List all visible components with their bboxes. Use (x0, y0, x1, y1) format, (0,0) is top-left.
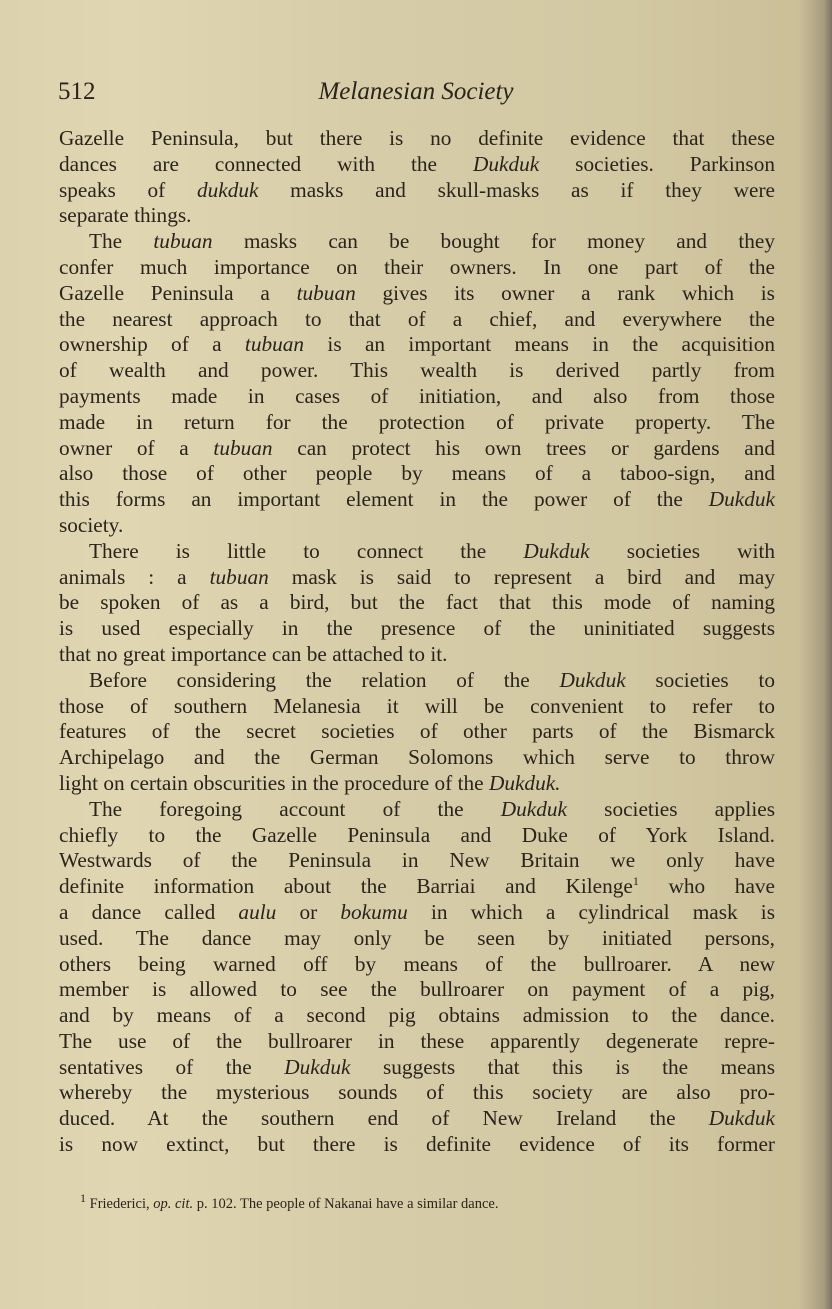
text-segment: is used especially in the presence of the uninitiated suggests (59, 616, 775, 641)
text-segment: features of the secret societies of other parts of the Bismarck (59, 719, 775, 744)
italic-term: Dukduk (523, 538, 590, 563)
italic-term: dukduk (196, 177, 259, 202)
italic-term: tubuan (153, 229, 213, 254)
text-line (59, 178, 775, 204)
text-segment: made in return for the protection of private property. The (59, 409, 775, 434)
text-segment: Before considering the relation of the (89, 667, 560, 692)
text-segment: of wealth and power. This wealth is derived partly from (59, 358, 775, 383)
text-segment: masks can be bought for money and they (212, 229, 775, 254)
text-segment: speaks of (59, 177, 197, 202)
running-header (58, 78, 774, 112)
text-segment: a dance called (59, 899, 239, 924)
text-line (59, 203, 775, 229)
footnote (80, 1191, 780, 1213)
text-line (59, 745, 775, 771)
text-segment: Westwards of the Peninsula in New Britain we only have (59, 848, 775, 873)
text-segment: The foregoing account of the (89, 796, 501, 821)
footnote-reference: 1 (632, 874, 639, 889)
text-segment: societies to (625, 667, 776, 692)
text-line (59, 1080, 775, 1106)
text-segment: that no great importance can be attached to it. (59, 641, 448, 666)
text-segment: definite information about the Barriai and Kilenge (59, 874, 633, 899)
footnote-author: Friederici, (89, 1196, 154, 1212)
text-line (59, 823, 775, 849)
text-line (59, 307, 775, 333)
text-segment: or (276, 899, 341, 924)
footnote-marker: 1 (80, 1191, 86, 1206)
text-segment: is an important means in the acquisition (304, 332, 775, 357)
text-segment: The use of the bullroarer in these apparently degenerate repre- (59, 1028, 775, 1053)
italic-term: tubuan (296, 280, 356, 305)
text-segment: can protect his own trees or gardens and (272, 435, 775, 460)
text-line (59, 719, 775, 745)
italic-term: Dukduk (472, 151, 540, 176)
text-line (59, 1055, 775, 1081)
text-line (59, 565, 775, 591)
text-segment: Gazelle Peninsula a (59, 280, 297, 305)
text-segment: The (89, 229, 154, 254)
text-segment: this forms an important element in the power of the (59, 487, 709, 512)
text-segment: the nearest approach to that of a chief, and everywhere the (59, 306, 775, 331)
body-text (59, 126, 775, 1158)
text-segment: gives its owner a rank which is (355, 280, 775, 305)
text-line (59, 1003, 775, 1029)
page-number: 512 (58, 78, 96, 105)
text-line (59, 332, 775, 358)
footnote-ref: op. cit. (153, 1196, 194, 1212)
text-segment: suggests that this is the means (350, 1054, 775, 1079)
text-line (59, 126, 775, 152)
text-line (59, 977, 775, 1003)
text-segment: duced. At the southern end of New Ireland the (59, 1106, 709, 1131)
text-segment: animals : a (59, 564, 210, 589)
italic-term: Dukduk (708, 487, 775, 512)
text-line (59, 152, 775, 178)
text-segment: is now extinct, but there is definite evidence of its former (59, 1132, 775, 1157)
text-segment: who have (638, 874, 775, 899)
text-line (59, 900, 775, 926)
text-line (59, 668, 775, 694)
text-segment: chiefly to the Gazelle Peninsula and Duke of York Island. (59, 822, 775, 847)
text-line (59, 229, 775, 255)
text-line (59, 461, 775, 487)
text-segment: in which a cylindrical mask is (407, 899, 776, 924)
italic-term: aulu (238, 899, 277, 924)
text-segment: mask is said to represent a bird and may (268, 564, 775, 589)
text-line (59, 694, 775, 720)
text-line (59, 358, 775, 384)
text-line (59, 1106, 775, 1132)
italic-term: Dukduk (559, 667, 626, 692)
text-segment: be spoken of as a bird, but the fact that this mode of naming (59, 590, 775, 615)
text-segment: and by means of a second pig obtains admission to the dance. (59, 1003, 775, 1028)
text-line (59, 616, 775, 642)
text-segment: masks and skull-masks as if they were (258, 177, 775, 202)
text-line (59, 255, 775, 281)
text-segment: used. The dance may only be seen by initiated persons, (59, 925, 775, 950)
italic-term: tubuan (213, 435, 273, 460)
text-line (59, 874, 775, 900)
text-segment: light on certain obscurities in the procedure of the (59, 770, 489, 795)
italic-term: Dukduk (500, 796, 567, 821)
text-line (59, 539, 775, 565)
text-segment: whereby the mysterious sounds of this society are also pro- (59, 1080, 775, 1105)
text-line (59, 848, 775, 874)
text-segment: society. (59, 512, 124, 537)
italic-term: Dukduk (708, 1106, 775, 1131)
footnote-text: p. 102. The people of Nakanai have a similar dance. (193, 1196, 499, 1212)
text-segment: member is allowed to see the bullroarer on payment of a pig, (59, 977, 775, 1002)
text-line (59, 1132, 775, 1158)
italic-term: Dukduk (284, 1054, 351, 1079)
text-segment: sentatives of the (59, 1054, 285, 1079)
text-line (59, 952, 775, 978)
text-line (59, 926, 775, 952)
text-segment: Gazelle Peninsula, but there is no definite evidence that these (59, 126, 775, 150)
text-line (59, 281, 775, 307)
text-segment: others being warned off by means of the bullroarer. A new (59, 951, 775, 976)
text-segment: There is little to connect the (89, 538, 524, 563)
text-line (59, 436, 775, 462)
text-segment: owner of a (59, 435, 214, 460)
text-line (59, 590, 775, 616)
text-segment: ownership of a (59, 332, 245, 357)
text-segment: societies with (589, 538, 776, 563)
text-segment: societies. Parkinson (539, 151, 775, 176)
text-segment: dances are connected with the (59, 151, 473, 176)
text-segment: also those of other people by means of a taboo-sign, and (59, 461, 775, 486)
text-line (59, 771, 775, 797)
italic-term: tubuan (244, 332, 305, 357)
text-segment: separate things. (59, 203, 192, 228)
italic-term: bokumu (340, 899, 408, 924)
text-line (59, 1029, 775, 1055)
italic-term: tubuan (209, 564, 269, 589)
text-line (59, 513, 775, 539)
text-segment: payments made in cases of initiation, and also from those (59, 383, 775, 408)
text-line (59, 642, 775, 668)
text-segment: societies applies (566, 796, 775, 821)
text-segment: those of southern Melanesia it will be convenient to refer to (59, 693, 775, 718)
text-line (59, 384, 775, 410)
text-line (59, 487, 775, 513)
text-segment: Archipelago and the German Solomons which serve to throw (59, 745, 775, 770)
text-segment: confer much importance on their owners. In one part of the (59, 254, 775, 279)
italic-term: Dukduk. (488, 770, 561, 795)
text-line (59, 410, 775, 436)
text-line (59, 797, 775, 823)
running-title: Melanesian Society (318, 78, 514, 105)
